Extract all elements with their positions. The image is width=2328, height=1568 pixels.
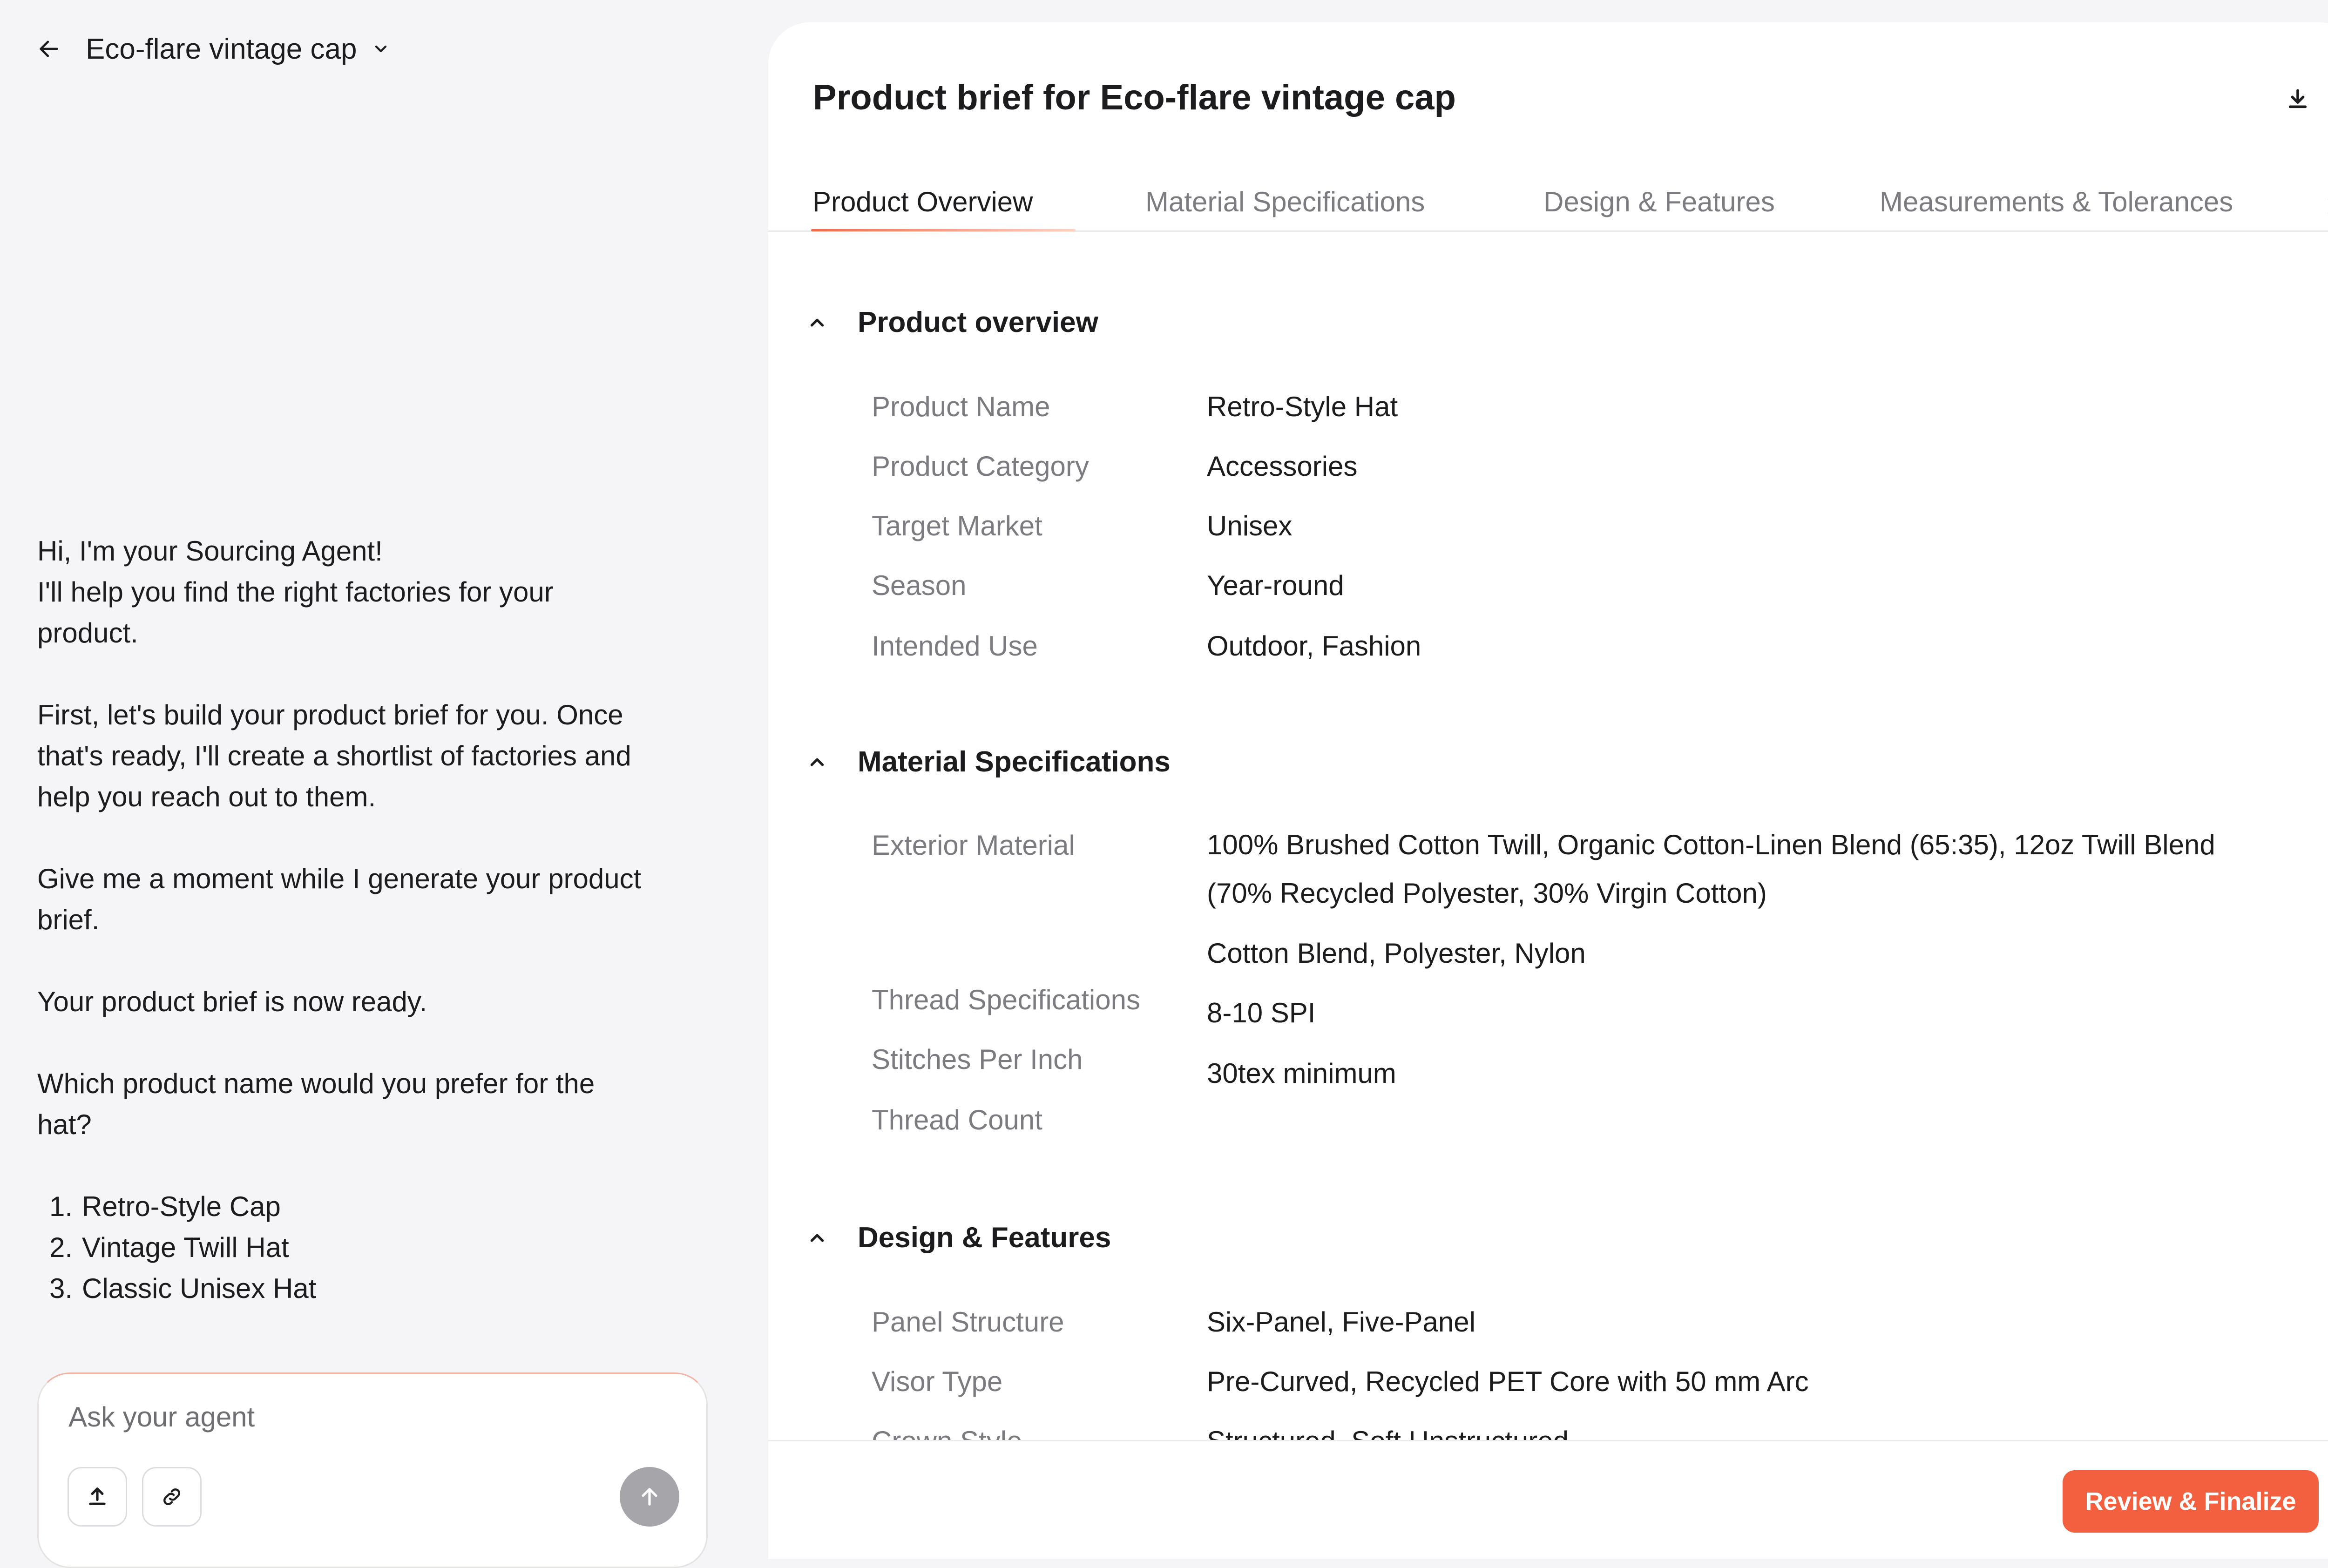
chat-line: I'll help you find the right factories for your	[37, 576, 554, 608]
section-title: Design & Features	[858, 1222, 1111, 1254]
option-label: Classic Unisex Hat	[82, 1273, 317, 1304]
option-label: Vintage Twill Hat	[82, 1232, 289, 1263]
chat-line: Which product name would you prefer for the	[37, 1068, 595, 1099]
product-name-options	[37, 1186, 708, 1309]
field-label: Product Name	[872, 391, 1050, 422]
brief-footer	[768, 1440, 2328, 1559]
project-dropdown-button[interactable]	[367, 35, 395, 63]
list-item	[37, 1268, 708, 1309]
chat-message	[37, 1063, 708, 1145]
option-number: 3.	[49, 1273, 73, 1304]
download-icon	[2285, 86, 2311, 112]
chat-line: that's ready, I'll create a shortlist of factories and	[37, 740, 631, 771]
product-brief-panel	[768, 22, 2328, 1559]
field-label: Product Category	[872, 451, 1089, 482]
back-button[interactable]	[33, 33, 65, 65]
chat-line: First, let's build your product brief for you. Once	[37, 699, 623, 730]
section-title: Product overview	[858, 306, 1098, 338]
field-value: Cotton Blend, Polyester, Nylon	[1207, 938, 1586, 969]
field-value: Unisex	[1207, 510, 1293, 541]
list-item	[37, 1227, 708, 1268]
chat-composer[interactable]	[37, 1372, 708, 1568]
section-title: Material Specifications	[858, 746, 1171, 778]
active-tab-indicator	[811, 229, 1076, 231]
field-label: Thread Specifications	[872, 984, 1140, 1015]
field-value: Pre-Curved, Recycled PET Core with 50 mm Arc	[1207, 1366, 1809, 1397]
field-label: Season	[872, 570, 967, 601]
review-finalize-button[interactable]: Review & Finalize	[2063, 1470, 2319, 1533]
chat-line: product.	[37, 617, 138, 649]
tab-measurements-tolerances[interactable]: Measurements & Tolerances	[1880, 186, 2233, 217]
field-value: 100% Brushed Cotton Twill, Organic Cotton-Linen Blend (65:35), 12oz Twill Blend (70% Recycled Polyester, 30% Virgin Cotton)	[1207, 829, 2215, 909]
list-item	[37, 1186, 708, 1227]
brief-title: Product brief for Eco-flare vintage cap	[813, 78, 1456, 117]
tab-material-specifications[interactable]: Material Specifications	[1145, 186, 1425, 217]
tab-design-features[interactable]: Design & Features	[1543, 186, 1775, 217]
chat-message	[37, 858, 708, 940]
project-title[interactable]: Eco-flare vintage cap	[86, 33, 357, 65]
ask-agent-input[interactable]: Ask your agent	[68, 1401, 255, 1433]
brief-tabs	[768, 181, 2328, 232]
field-value: 30tex minimum	[1207, 1058, 1396, 1089]
chevron-up-icon	[801, 746, 833, 778]
field-value: Outdoor, Fashion	[1207, 630, 1421, 662]
tab-product-overview[interactable]: Product Overview	[812, 186, 1033, 217]
field-label: Stitches Per Inch	[872, 1044, 1083, 1075]
arrow-up-icon	[636, 1484, 663, 1510]
chat-line: hat?	[37, 1109, 92, 1140]
chevron-up-icon	[801, 1222, 833, 1254]
chat-line: Hi, I'm your Sourcing Agent!	[37, 535, 383, 567]
option-label: Retro-Style Cap	[82, 1191, 281, 1222]
brief-content	[768, 233, 2328, 1439]
chevron-right-icon	[2321, 195, 2328, 218]
field-label: Thread Count	[872, 1104, 1042, 1135]
field-value: Six-Panel, Five-Panel	[1207, 1306, 1475, 1338]
chat-message	[37, 981, 708, 1022]
chevron-down-icon	[372, 40, 390, 58]
field-value: Year-round	[1207, 570, 1344, 601]
field-label: Panel Structure	[872, 1306, 1064, 1338]
option-number: 2.	[49, 1232, 73, 1263]
chat-line: help you reach out to them.	[37, 781, 376, 812]
link-icon	[161, 1486, 183, 1508]
chat-thread	[37, 531, 708, 1309]
chat-topbar	[33, 29, 395, 69]
field-label: Visor Type	[872, 1366, 1003, 1397]
upload-button[interactable]	[68, 1467, 127, 1527]
field-label: Target Market	[872, 510, 1042, 541]
field-value: 8-10 SPI	[1207, 997, 1316, 1028]
tabs-scroll-right-button[interactable]	[2316, 190, 2328, 223]
chat-line: Your product brief is now ready.	[37, 986, 427, 1017]
section-header[interactable]	[801, 1221, 1111, 1254]
section-header[interactable]	[801, 745, 1171, 778]
send-button[interactable]	[620, 1467, 679, 1527]
field-label: Exterior Material	[872, 830, 1075, 861]
download-button[interactable]	[2277, 78, 2319, 120]
arrow-left-icon	[37, 37, 61, 61]
section-header[interactable]	[801, 306, 1098, 339]
chat-message	[37, 531, 708, 654]
chat-message	[37, 695, 708, 818]
attach-link-button[interactable]	[142, 1467, 202, 1527]
field-value: Accessories	[1207, 451, 1358, 482]
chat-pane	[0, 0, 768, 1549]
field-label: Intended Use	[872, 630, 1038, 662]
chevron-up-icon	[801, 306, 833, 339]
chat-line: Give me a moment while I generate your product	[37, 863, 642, 894]
option-number: 1.	[49, 1191, 73, 1222]
chat-line: brief.	[37, 904, 100, 935]
field-value: Retro-Style Hat	[1207, 391, 1398, 422]
upload-icon	[85, 1485, 109, 1509]
